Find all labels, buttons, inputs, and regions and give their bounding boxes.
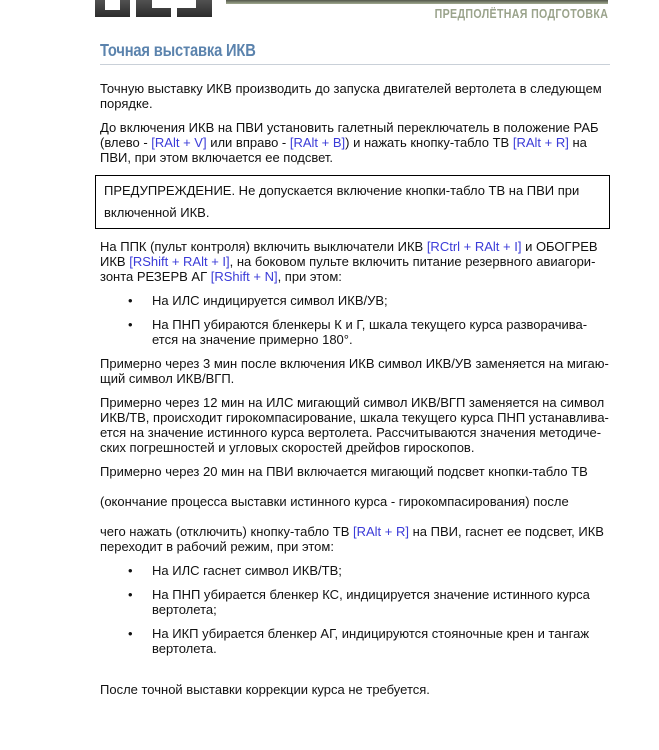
key-combo: [RShift + RAlt + I] [129, 254, 230, 269]
body-line [104, 202, 601, 224]
text-run: На ППК (пульт контроля) включить выключатели ИКВ [100, 239, 427, 254]
body-line [100, 81, 610, 96]
text-run: Примерно через 12 мин на ИЛС мигающий символ ИКВ/ВГП заменяется на символ [100, 395, 605, 410]
text-run: (влево - [100, 135, 152, 150]
body-line [100, 539, 610, 554]
paragraph [100, 239, 610, 284]
main-column [100, 40, 610, 706]
bullet-item [100, 293, 610, 308]
text-run: переходит в рабочий режим, при этом: [100, 539, 334, 554]
content [100, 81, 610, 697]
text-run: вертолета; [152, 602, 217, 617]
paragraph [100, 682, 610, 697]
text-run: , при этом: [277, 269, 342, 284]
title-rule [100, 64, 610, 65]
bullet-item [100, 626, 610, 656]
body-line [100, 239, 610, 254]
body-line [152, 587, 610, 602]
bullet-dot-icon: • [128, 317, 133, 332]
app-logo [95, 0, 212, 17]
body-line [152, 563, 610, 578]
warning-box [95, 175, 610, 229]
bullet-item [100, 587, 610, 617]
text-run: На ИЛС гаснет символ ИКВ/ТВ; [152, 563, 342, 578]
logo-glyph [177, 0, 212, 17]
body-line [104, 180, 601, 202]
logo-glyph [95, 0, 130, 17]
bullet-text [152, 317, 610, 347]
text-run: Примерно через 20 мин на ПВИ включается мигающий подсвет кнопки-табло ТВ [100, 464, 588, 479]
paragraph [100, 81, 610, 111]
text-run: порядке. [100, 96, 153, 111]
text-run: вертолета. [152, 641, 217, 656]
body-line [100, 254, 610, 269]
body-line [100, 395, 610, 410]
body-line [100, 464, 610, 479]
key-combo: [RAlt + R] [512, 135, 569, 150]
paragraph [100, 395, 610, 455]
text-run: На ИЛС индицируется символ ИКВ/УВ; [152, 293, 388, 308]
text-run: ется на значение истинного курса вертолета. Рассчитываются значения методиче- [100, 425, 602, 440]
chapter-title: ПРЕДПОЛЁТНАЯ ПОДГОТОВКА [434, 7, 608, 21]
bullet-text [152, 563, 610, 578]
bullet-list [100, 293, 610, 347]
page-title: Точная выставка ИКВ [100, 40, 256, 60]
text-run: Примерно через 3 мин после включения ИКВ символ ИКВ/УВ заменяется на мигаю- [100, 356, 609, 371]
body-line [100, 96, 610, 111]
bullet-dot-icon: • [128, 563, 133, 578]
body-line [100, 356, 610, 371]
body-line [152, 317, 610, 332]
body-line [100, 371, 610, 386]
text-run: До включения ИКВ на ПВИ установить галетный переключатель в положение РАБ [100, 120, 599, 135]
text-run: ПРЕДУПРЕЖДЕНИЕ. Не допускается включение кнопки-табло ТВ на ПВИ при [104, 183, 580, 198]
text-run: Точную выставку ИКВ производить до запуска двигателей вертолета в следующем [100, 81, 602, 96]
body-line [100, 135, 610, 150]
text-run: ПВИ, при этом включается ее подсвет. [100, 150, 334, 165]
paragraph [100, 356, 610, 386]
key-combo: [RShift + N] [210, 269, 278, 284]
bullet-dot-icon: • [128, 626, 133, 641]
body-line [152, 293, 610, 308]
body-line [152, 626, 610, 641]
body-line [100, 524, 610, 539]
bullet-item [100, 317, 610, 347]
text-run: На ПНП убирается бленкер КС, индицируется значение истинного курса [152, 587, 590, 602]
bullet-dot-icon: • [128, 587, 133, 602]
text-run: зонта РЕЗЕРВ АГ [100, 269, 211, 284]
body-line [100, 410, 610, 425]
text-run: После точной выставки коррекции курса не требуется. [100, 682, 430, 697]
bullet-text [152, 626, 610, 656]
text-run: ) и нажать кнопку-табло ТВ [345, 135, 513, 150]
body-line [100, 269, 610, 284]
paragraph [100, 494, 610, 509]
header-rule [226, 0, 608, 4]
text-run: или вправо - [206, 135, 290, 150]
body-line [152, 641, 610, 656]
text-run: включенной ИКВ. [104, 205, 210, 220]
text-run: ется на значение примерно 180°. [152, 332, 353, 347]
text-run: чего нажать (отключить) кнопку-табло ТВ [100, 524, 353, 539]
bullet-dot-icon: • [128, 293, 133, 308]
bullet-list [100, 563, 610, 656]
body-line [100, 440, 610, 455]
text-run: ских погрешностей и угловых скоростей дрейфов гироскопов. [100, 440, 475, 455]
body-line [100, 682, 610, 697]
body-line [100, 425, 610, 440]
text-run: На ИКП убирается бленкер АГ, индицируются стояночные крен и тангаж [152, 626, 590, 641]
paragraph [100, 120, 610, 165]
key-combo: [RAlt + R] [353, 524, 409, 539]
text-run: На ПНП убираются бленкеры К и Г, шкала текущего курса разворачива- [152, 317, 588, 332]
key-combo: [RCtrl + RAlt + I] [426, 239, 522, 254]
bullet-text [152, 587, 610, 617]
bullet-text [152, 293, 610, 308]
text-run: на [568, 135, 587, 150]
body-line [152, 602, 610, 617]
text-run: , на боковом пульте включить питание резервного авиагори- [229, 254, 596, 269]
text-run: на ПВИ, гаснет ее подсвет, ИКВ [409, 524, 604, 539]
bullet-item [100, 563, 610, 578]
text-run: ИКВ [100, 254, 130, 269]
paragraph [100, 524, 610, 554]
key-combo: [RAlt + B] [289, 135, 346, 150]
key-combo: [RAlt + V] [151, 135, 207, 150]
text-run: щий символ ИКВ/ВГП. [100, 371, 235, 386]
body-line [100, 120, 610, 135]
text-run: ИКВ/ТВ, происходит гирокомпасирование, шкала текущего курса ПНП устанавлива- [100, 410, 609, 425]
paragraph [100, 464, 610, 479]
text-run: и ОБОГРЕВ [521, 239, 598, 254]
body-line [100, 494, 610, 509]
text-run: (окончание процесса выставки истинного курса - гирокомпасирования) после [100, 494, 569, 509]
body-line [100, 150, 610, 165]
logo-glyph [136, 0, 171, 17]
body-line [152, 332, 610, 347]
